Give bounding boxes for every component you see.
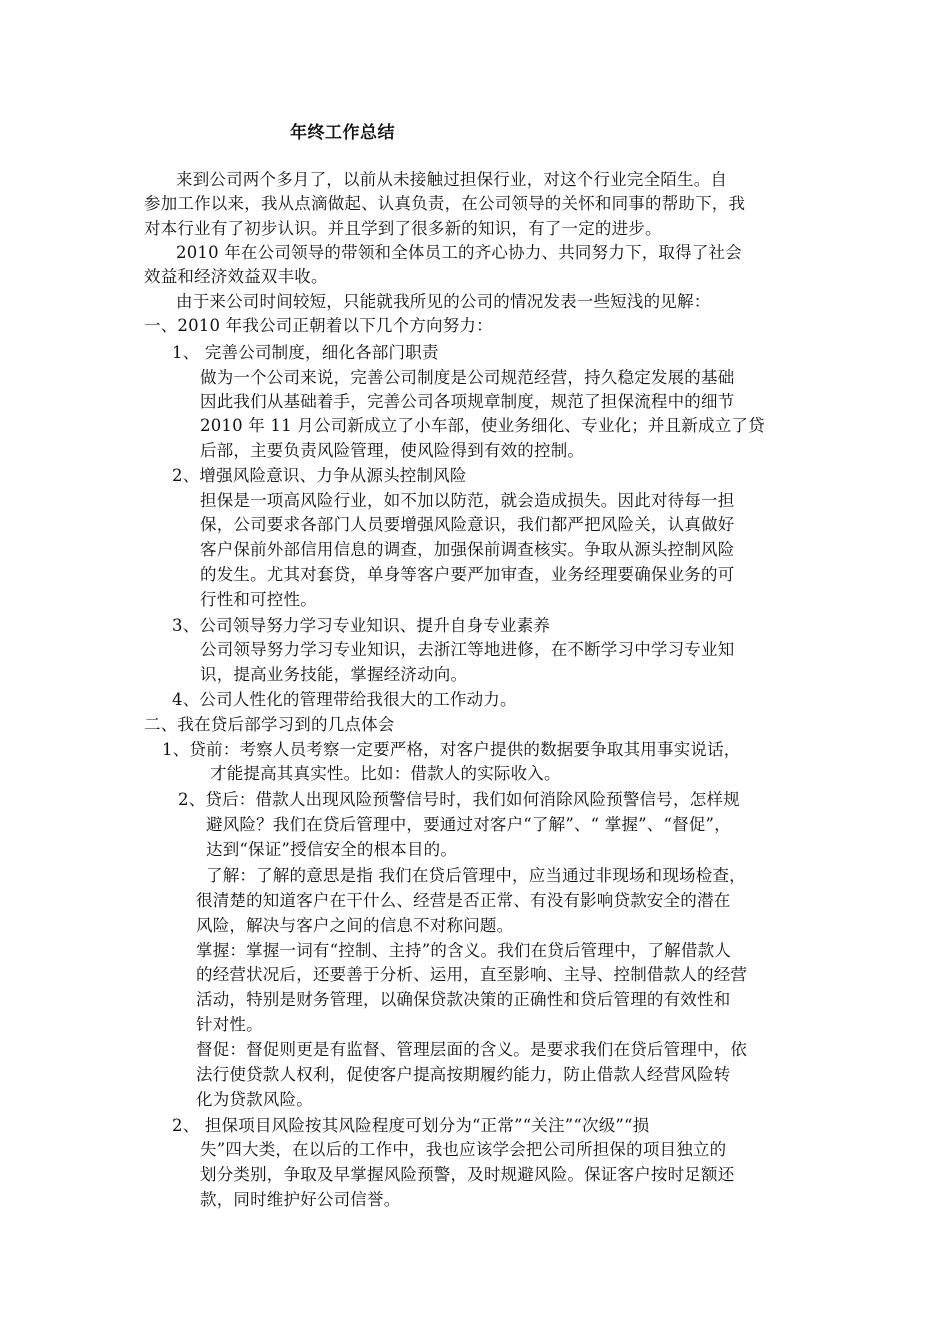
text-line: 二、我在贷后部学习到的几点体会	[144, 715, 395, 734]
text-line: 很清楚的知道客户在干什么、经营是否正常、有没有影响贷款安全的潜在	[196, 891, 731, 910]
text-line: 失”四大类，在以后的工作中，我也应该学会把公司所担保的项目独立的	[200, 1140, 727, 1159]
text-line: 划分类别，争取及早掌握风险预警，及时规避风险。保证客户按时足额还	[200, 1165, 735, 1184]
text-line: 由于来公司时间较短，只能就我所见的公司的情况发表一些短浅的见解：	[176, 292, 711, 311]
text-line: 做为一个公司来说，完善公司制度是公司规范经营，持久稳定发展的基础	[200, 368, 735, 387]
text-line: 款，同时维护好公司信誉。	[200, 1190, 401, 1209]
text-line: 督促：督促则更是有监督、管理层面的含义。是要求我们在贷后管理中，依	[196, 1040, 748, 1059]
text-line: 2、 担保项目风险按其风险程度可划分为“正常”“关注”“次级”“损	[172, 1116, 650, 1135]
text-line: 行性和可控性。	[200, 590, 317, 609]
text-line: 风险，解决与客户之间的信息不对称问题。	[196, 916, 514, 935]
text-line: 对本行业有了初步认识。并且学到了很多新的知识，有了一定的进步。	[144, 219, 662, 238]
text-line: 公司领导努力学习专业知识，去浙江等地进修，在不断学习中学习专业知	[200, 640, 735, 659]
document-title: 年终工作总结	[290, 123, 395, 143]
text-line: 来到公司两个多月了，以前从未接触过担保行业，对这个行业完全陌生。自	[176, 170, 728, 189]
text-line: 达到“保证”授信安全的根本目的。	[206, 840, 458, 859]
text-line: 2、增强风险意识、力争从源头控制风险	[172, 466, 467, 485]
text-line: 2010 年 11 月公司新成立了小车部，使业务细化、专业化；并且新成立了贷	[200, 416, 765, 435]
text-line: 掌握：掌握一词有“控制、主持”的含义。我们在贷后管理中，了解借款人	[196, 941, 731, 960]
text-line: 3、公司领导努力学习专业知识、提升自身专业素养	[172, 616, 551, 635]
text-line: 的经营状况后，还要善于分析、运用，直至影响、主导、控制借款人的经营	[196, 965, 748, 984]
text-line: 化为贷款风险。	[196, 1090, 313, 1109]
text-line: 客户保前外部信用信息的调查，加强保前调查核实。争取从源头控制风险	[200, 540, 735, 559]
text-line: 参加工作以来，我从点滴做起、认真负责，在公司领导的关怀和同事的帮助下，我	[144, 194, 746, 213]
text-line: 避风险？我们在贷后管理中，要通过对客户“了解”、“ 掌握”、“督促”，	[206, 815, 731, 834]
text-line: 了解：了解的意思是指 我们在贷后管理中，应当通过非现场和现场检查，	[206, 866, 746, 885]
text-line: 识，提高业务技能，掌握经济动向。	[200, 665, 468, 684]
text-line: 1、贷前：考察人员考察一定要严格，对客户提供的数据要争取其用事实说话，	[162, 740, 741, 759]
text-line: 2、贷后：借款人出现风险预警信号时，我们如何消除风险预警信号，怎样规	[178, 790, 740, 809]
text-line: 效益和经济效益双丰收。	[144, 267, 328, 286]
text-line: 法行使贷款人权利，促使客户提高按期履约能力，防止借款人经营风险转	[196, 1065, 731, 1084]
text-line: 后部，主要负责风险管理，使风险得到有效的控制。	[200, 441, 585, 460]
text-line: 的发生。尤其对套贷，单身等客户要严加审查，业务经理要确保业务的可	[200, 565, 735, 584]
text-line: 针对性。	[196, 1015, 263, 1034]
text-line: 才能提高其真实性。比如：借款人的实际收入。	[210, 764, 561, 783]
text-line: 活动，特别是财务管理，以确保贷款决策的正确性和贷后管理的有效性和	[196, 990, 731, 1009]
text-line: 2010 年在公司领导的带领和全体员工的齐心协力、共同努力下，取得了社会	[176, 243, 742, 262]
text-line: 保，公司要求各部门人员要增强风险意识，我们都严把风险关，认真做好	[200, 515, 735, 534]
text-line: 因此我们从基础着手，完善公司各项规章制度，规范了担保流程中的细节	[200, 392, 735, 411]
text-line: 4、公司人性化的管理带给我很大的工作动力。	[172, 690, 517, 709]
text-line: 一、2010 年我公司正朝着以下几个方向努力：	[144, 316, 493, 335]
text-line: 1、 完善公司制度，细化各部门职责	[172, 343, 439, 362]
text-line: 担保是一项高风险行业，如不加以防范，就会造成损失。因此对待每一担	[200, 491, 735, 510]
